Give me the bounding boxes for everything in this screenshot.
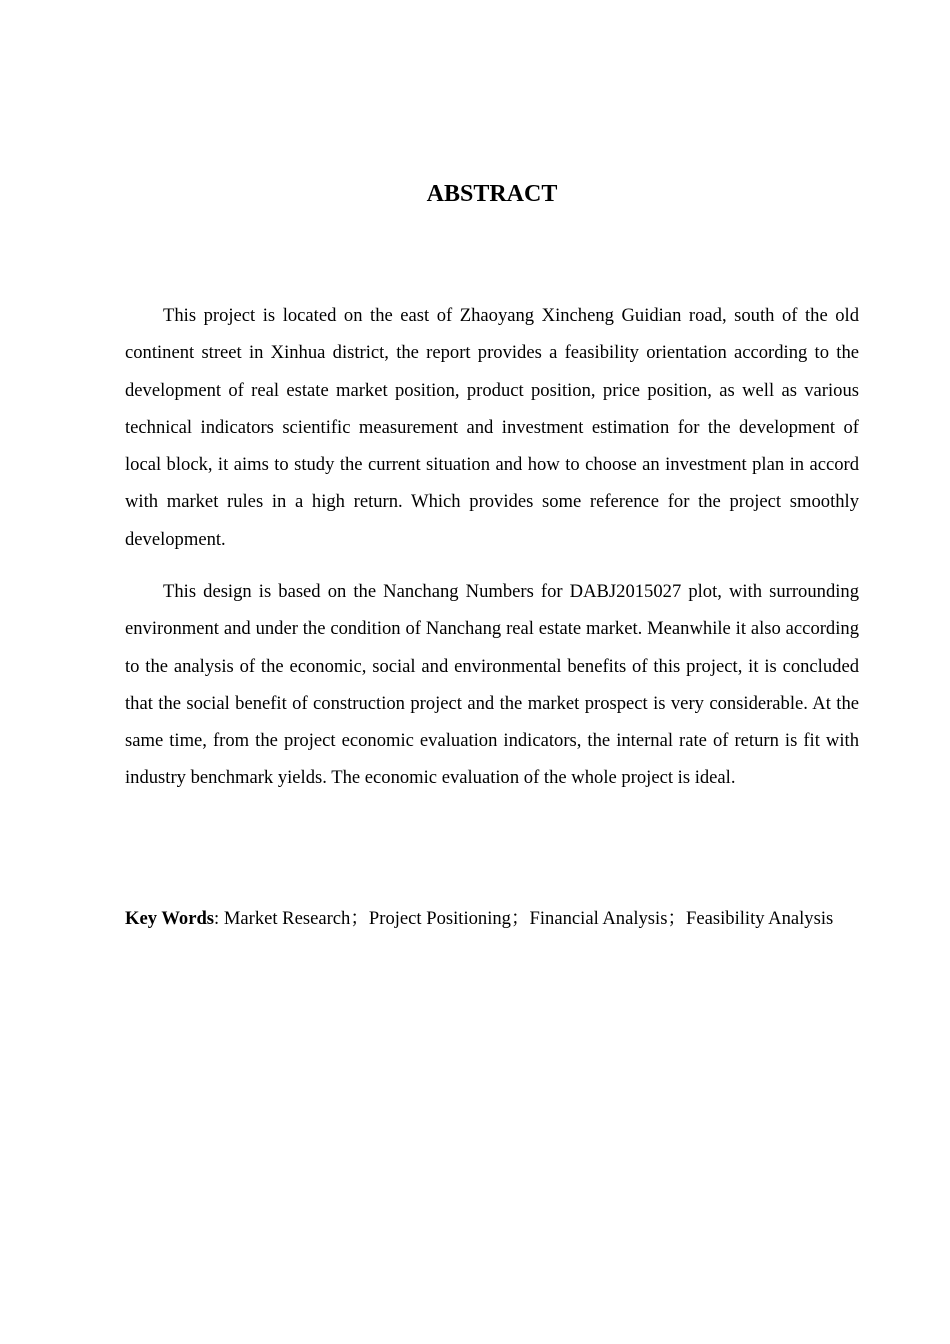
keywords-line	[125, 900, 865, 937]
abstract-paragraph-2: This design is based on the Nanchang Numbers for DABJ2015027 plot, with surrounding environment and under the condition of Nanchang real estate market. Meanwhile it also according to the analysis of the economic, social and environmental benefits of this project, it is concluded that the social benefit of construction project and the market prospect is very considerable. At the same time, from the project economic evaluation indicators, the internal rate of return is fit with industry benchmark yields. The economic evaluation of the whole project is ideal.	[125, 581, 859, 789]
keywords-list: : Market Research；Project Positioning；Financial Analysis；Feasibility Analysis	[214, 908, 834, 929]
abstract-paragraph-1: This project is located on the east of Zhaoyang Xincheng Guidian road, south of the old continent street in Xinhua district, the report provides a feasibility orientation according to the development of real estate market position, product position, price position, as well as various technical indicators scientific measurement and investment estimation for the development of local block, it aims to study the current situation and how to choose an investment plan in accord with market rules in a high return. Which provides some reference for the project smoothly development.	[125, 305, 859, 550]
abstract-title: ABSTRACT	[426, 181, 558, 207]
keywords-label: Key Words	[125, 908, 215, 929]
